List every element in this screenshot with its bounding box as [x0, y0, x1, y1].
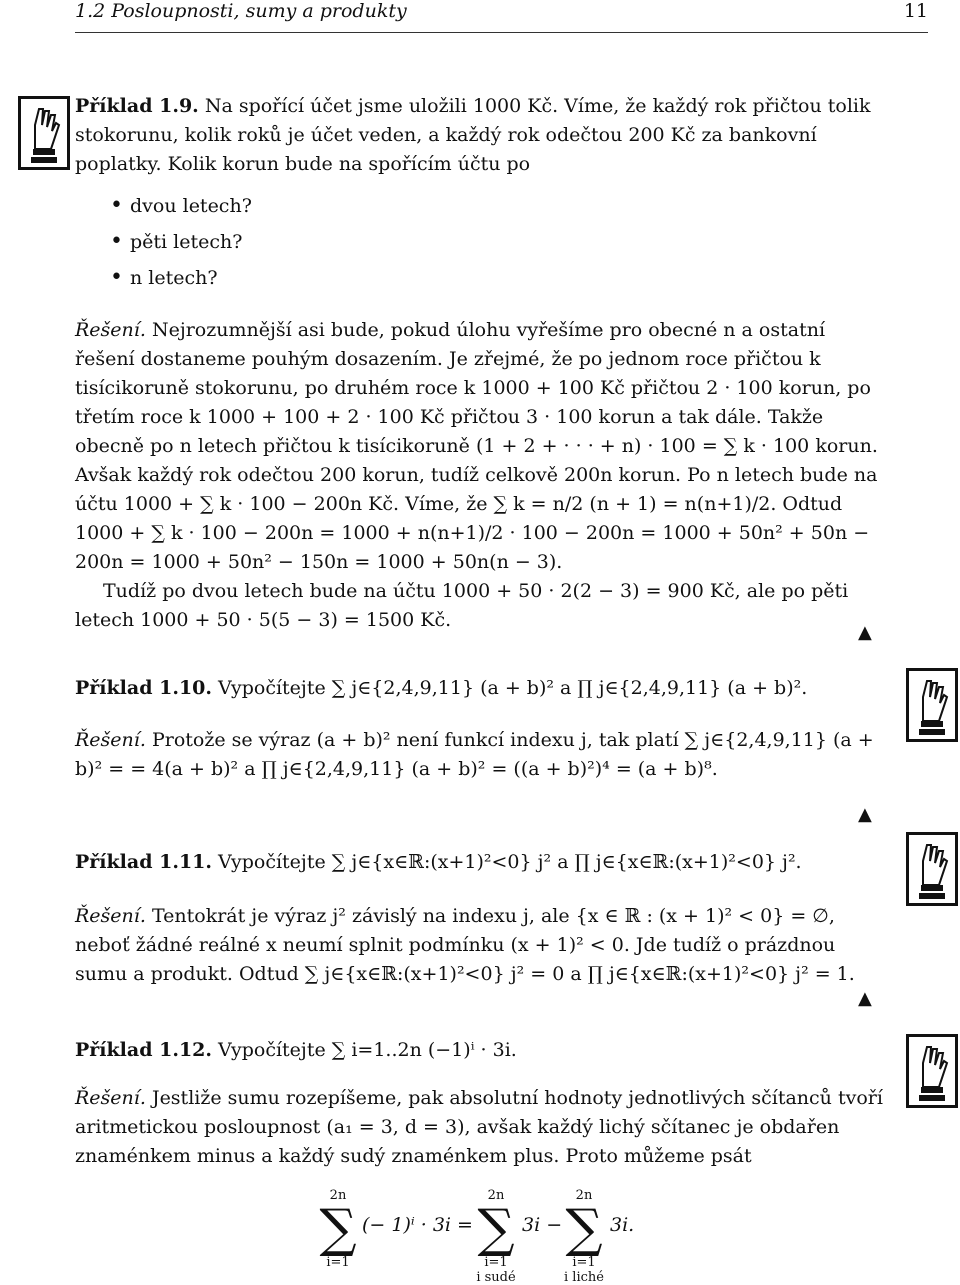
section-title: 1.2 Posloupnosti, sumy a produkty	[75, 0, 407, 22]
list-item: • n letech?	[110, 260, 252, 296]
page-header	[75, 0, 928, 28]
writing-hand-icon	[18, 96, 70, 170]
writing-hand-icon	[906, 1034, 958, 1108]
writing-hand-icon	[906, 668, 958, 742]
sum-symbol: 2n ∑ i=1	[319, 1188, 357, 1270]
solution-text: Nejrozumnější asi bude, pokud úlohu vyřešíme pro obecné n a ostatní řešení dostaneme pouhým dosazením. Je zřejmé, že po jednom roce přičtou k tisícikoruně stokorunu, po druhém roce k 1000 + 100 Kč přičtou 2 · 100 korun, po třetím roce k 1000 + 100 + 2 · 100 Kč přičtou 3 · 100 korun a tak dále. Takže obecně po n letech přičtou k tisícikoruně (1 + 2 + · · · + n) · 100 = ∑ k · 100 korun. Avšak každý rok odečtou 200 korun, tudíž celkově 200n korun. Po n letech bude na účtu 1000 + ∑ k · 100 − 200n Kč. Víme, že ∑ k = n/2 (n + 1) = n(n+1)/2. Odtud 1000 + ∑ k · 100 − 200n = 1000 + n(n+1)/2 · 100 − 200n = 1000 + 50n² + 50n − 200n = 1000 + 50n² − 150n = 1000 + 50n(n − 3).	[75, 319, 878, 573]
example-text: Vypočítejte ∑ j∈{x∈ℝ:(x+1)²<0} j² a ∏ j∈{x∈ℝ:(x+1)²<0} j².	[212, 851, 802, 873]
page-number: 11	[903, 0, 928, 22]
example-1-11	[75, 848, 885, 877]
writing-hand-icon	[906, 832, 958, 906]
end-of-example-mark: ▲	[858, 804, 872, 825]
solution-1-9	[75, 316, 885, 635]
list-item: • dvou letech?	[110, 188, 252, 224]
solution-conclusion: Tudíž po dvou letech bude na účtu 1000 + 50 · 2(2 − 3) = 900 Kč, ale po pěti letech 1000 + 50 · 5(5 − 3) = 1500 Kč.	[75, 580, 849, 631]
solution-1-12	[75, 1084, 885, 1171]
solution-1-10	[75, 726, 885, 784]
formula-term: 3i −	[522, 1214, 563, 1236]
solution-text: Protože se výraz (a + b)² není funkcí indexu j, tak platí ∑ j∈{2,4,9,11} (a + b)² = = 4(a + b)² a ∏ j∈{2,4,9,11} (a + b)² = ((a + b)²)⁴ = (a + b)⁸.	[75, 729, 874, 780]
formula-term: (− 1)ⁱ · 3i =	[362, 1214, 473, 1236]
end-of-example-mark: ▲	[858, 622, 872, 643]
example-label: Příklad 1.9.	[75, 95, 199, 117]
question-list	[110, 188, 252, 296]
end-of-example-mark: ▲	[858, 988, 872, 1009]
header-rule	[75, 32, 928, 33]
example-1-10	[75, 674, 885, 703]
example-text: Vypočítejte ∑ j∈{2,4,9,11} (a + b)² a ∏ j∈{2,4,9,11} (a + b)².	[212, 677, 808, 699]
solution-label: Řešení.	[75, 905, 146, 927]
example-1-12	[75, 1036, 885, 1065]
example-label: Příklad 1.11.	[75, 851, 212, 873]
sum-symbol: 2n ∑ i=1 i sudé	[476, 1188, 516, 1285]
solution-text: Tentokrát je výraz j² závislý na indexu j, ale {x ∈ ℝ : (x + 1)² < 0} = ∅, neboť žádné reálné x neumí splnit podmínku (x + 1)² < 0. Jde tudíž o prázdnou sumu a produkt. Odtud ∑ j∈{x∈ℝ:(x+1)²<0} j² = 0 a ∏ j∈{x∈ℝ:(x+1)²<0} j² = 1.	[75, 905, 855, 985]
example-1-9	[75, 92, 885, 179]
solution-label: Řešení.	[75, 319, 146, 341]
example-text: Na spořící účet jsme uložili 1000 Kč. Víme, že každý rok přičtou tolik stokorunu, kolik roků je účet veden, a každý rok odečtou 200 Kč za bankovní poplatky. Kolik korun bude na spořícím účtu po	[75, 95, 871, 175]
list-item: • pěti letech?	[110, 224, 252, 260]
solution-1-11	[75, 902, 885, 989]
solution-label: Řešení.	[75, 1087, 146, 1109]
example-label: Příklad 1.10.	[75, 677, 212, 699]
formula-term: 3i.	[610, 1214, 635, 1236]
solution-text: Jestliže sumu rozepíšeme, pak absolutní hodnoty jednotlivých sčítanců tvoří aritmetickou posloupnost (a₁ = 3, d = 3), avšak každý lichý sčítanec je obdařen znaménkem minus a každý sudý znaménkem plus. Proto můžeme psát	[75, 1087, 883, 1167]
example-label: Příklad 1.12.	[75, 1039, 212, 1061]
sum-symbol: 2n ∑ i=1 i liché	[564, 1188, 604, 1285]
example-text: Vypočítejte ∑ i=1..2n (−1)ⁱ · 3i.	[212, 1039, 517, 1061]
solution-label: Řešení.	[75, 729, 146, 751]
